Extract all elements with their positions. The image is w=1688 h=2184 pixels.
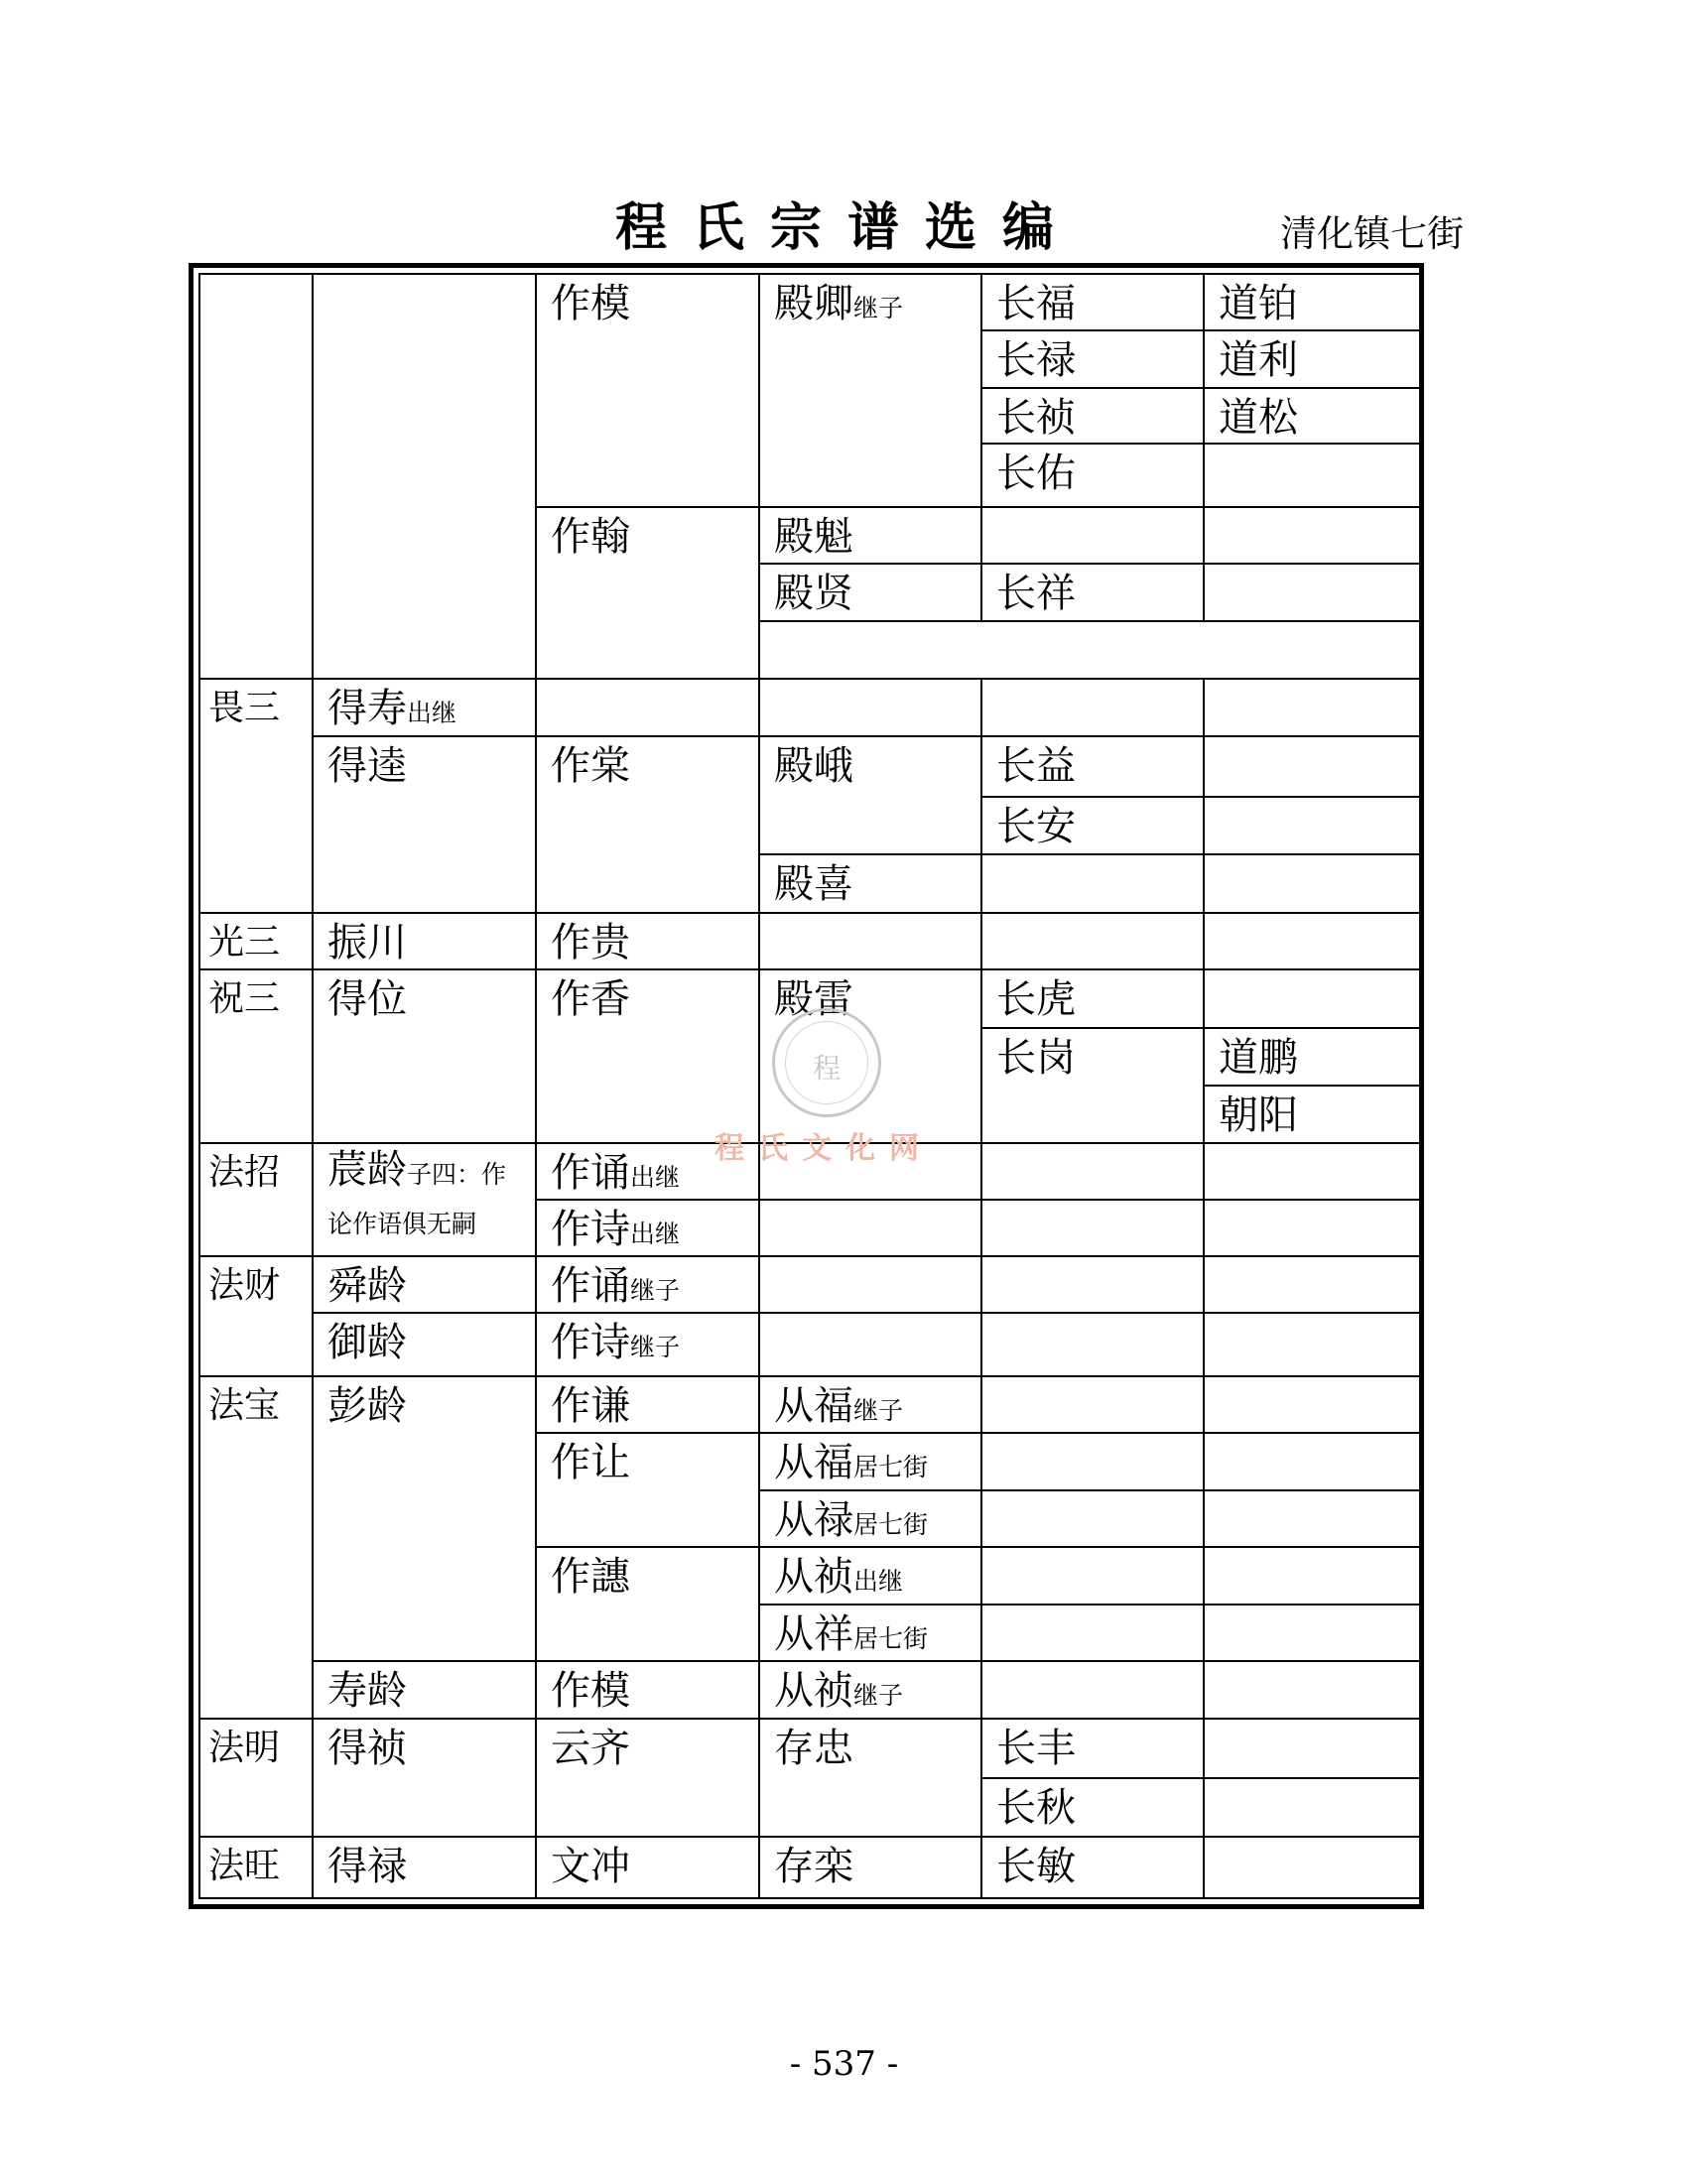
name-text: 作诵: [551, 1263, 630, 1309]
gen3-cell: [758, 1375, 982, 1434]
person-name: [327, 919, 407, 966]
person-name: [996, 1725, 1076, 1772]
gen3-cell: [758, 1604, 982, 1662]
gen5-cell: [1203, 912, 1421, 970]
gen5-cell: [1203, 387, 1421, 445]
gen1-cell: [312, 968, 537, 1144]
person-name: [996, 975, 1076, 1023]
name-text: 长虎: [996, 976, 1076, 1022]
gen4-cell: [980, 329, 1205, 389]
annotation-note: 继子: [853, 294, 904, 322]
name-text: 道利: [1219, 337, 1298, 383]
gen4-cell: [980, 796, 1205, 855]
name-text: 莀龄: [327, 1147, 407, 1193]
gen2-cell: [535, 506, 760, 680]
name-text: 得位: [327, 976, 407, 1022]
gen4-cell: [980, 1199, 1205, 1257]
gen3-cell: [758, 678, 982, 737]
name-text: 朝阳: [1219, 1092, 1298, 1138]
person-name: [996, 394, 1076, 442]
seal-glyph: 程: [812, 1052, 841, 1085]
gen3-cell: [758, 1432, 982, 1491]
name-text: 法宝: [208, 1385, 281, 1426]
name-text: 存忠: [774, 1726, 853, 1771]
person-name: [551, 1149, 680, 1201]
person-name: [551, 1843, 630, 1890]
name-text: 得逵: [327, 743, 407, 789]
gen5-cell: [1203, 1546, 1421, 1606]
gen5-cell: [1203, 1142, 1421, 1201]
location-label: 清化镇七街: [1280, 212, 1464, 255]
gen5-cell: [1203, 796, 1421, 855]
person-name: [774, 513, 853, 561]
gen4-cell: [980, 1489, 1205, 1548]
name-text: 长丰: [996, 1726, 1076, 1771]
gen2-cell: [535, 912, 760, 970]
name-text: 殿卿: [774, 281, 853, 326]
person-name: [327, 1319, 407, 1366]
person-name: [327, 742, 407, 790]
gen4-cell: [980, 968, 1205, 1029]
gen5-cell: [1203, 563, 1421, 622]
annotation-note: 出继: [630, 1163, 681, 1192]
lineage-cell: [198, 678, 314, 914]
annotation-note: 出继: [853, 1567, 904, 1596]
name-text: 法明: [208, 1728, 281, 1768]
gen3-cell: [758, 273, 982, 508]
annotation-note: 继子: [853, 1681, 904, 1710]
person-name: [996, 336, 1076, 384]
gen4-cell: [980, 1375, 1205, 1434]
annotation-note: 继子: [630, 1333, 681, 1361]
person-name: [774, 1667, 903, 1720]
gen4-cell: [980, 1255, 1205, 1314]
gen2-cell: [535, 1255, 760, 1314]
gen4-cell: [980, 387, 1205, 445]
gen1-cell: [312, 1255, 537, 1314]
gen1-cell: [312, 1312, 537, 1377]
person-name: [551, 1667, 630, 1715]
gen4-cell: [980, 1660, 1205, 1720]
gen1-cell: [312, 1375, 537, 1662]
person-name: [774, 1553, 903, 1606]
name-text: 殿贤: [774, 571, 853, 616]
gen5-cell: [1203, 273, 1421, 331]
gen1-cell: [312, 678, 537, 737]
person-name: [774, 1496, 928, 1548]
person-name: [551, 280, 630, 327]
gen1-cell: [312, 1836, 537, 1899]
page-title: 程氏宗谱选编: [615, 198, 1081, 258]
person-name: [327, 975, 407, 1023]
name-text: 作诵: [551, 1150, 630, 1196]
gen4-cell: [980, 912, 1205, 970]
gen5-cell: [1203, 678, 1421, 737]
person-name: [327, 1667, 407, 1715]
name-text: 作诗: [551, 1207, 630, 1252]
person-name: [208, 685, 280, 732]
annotation-note: 子四：作论作语俱无嗣: [327, 1160, 507, 1238]
gen2-cell: [535, 1432, 760, 1548]
gen5-cell: [1203, 443, 1421, 508]
annotation-note: 居七街: [853, 1624, 929, 1653]
gen4-cell: [980, 1312, 1205, 1377]
gen4-cell: [980, 735, 1205, 798]
name-text: 作翰: [551, 514, 630, 560]
person-name: [996, 803, 1076, 850]
person-name: [774, 280, 903, 332]
person-name: [551, 975, 630, 1023]
gen2-cell: [535, 1836, 760, 1899]
person-name: [208, 1843, 280, 1890]
name-text: 存栾: [774, 1844, 853, 1889]
name-text: 振川: [327, 920, 407, 965]
gen4-cell: [980, 853, 1205, 914]
name-text: 长秋: [996, 1785, 1076, 1831]
lineage-cell: [198, 1142, 314, 1257]
gen4-cell: [980, 1432, 1205, 1491]
name-text: 殿峨: [774, 743, 853, 789]
lineage-cell: [198, 912, 314, 970]
name-text: 御龄: [327, 1320, 407, 1365]
gen4-cell: [980, 1546, 1205, 1606]
name-text: 从福: [774, 1440, 853, 1485]
gen4-cell: [980, 563, 1205, 622]
gen5-cell: [1203, 853, 1421, 914]
name-text: 从祥: [774, 1611, 853, 1657]
gen4-cell: [980, 506, 1205, 565]
name-text: 作譓: [551, 1554, 630, 1600]
gen5-cell: [1203, 1718, 1421, 1779]
person-name: [774, 860, 853, 908]
name-text: 作诗: [551, 1320, 630, 1365]
gen5-cell: [1203, 1660, 1421, 1720]
page-number: - 537 -: [789, 2044, 899, 2084]
name-text: 长祥: [996, 571, 1076, 616]
gen2-cell: [535, 735, 760, 914]
gen5-cell: [1203, 1027, 1421, 1087]
gen5-cell: [1203, 1312, 1421, 1377]
lineage-cell: [198, 1375, 314, 1720]
lineage-cell: [198, 1255, 314, 1377]
gen1-cell: [312, 1660, 537, 1720]
person-name: [996, 570, 1076, 617]
person-name: [208, 1382, 280, 1430]
gen2-cell: [535, 273, 760, 508]
gen5-cell: [1203, 1375, 1421, 1434]
gen3-cell: [758, 1255, 982, 1314]
person-name: [774, 742, 853, 790]
person-name: [327, 1149, 526, 1248]
gen5-cell: [1203, 1085, 1421, 1144]
name-text: 道鹏: [1219, 1035, 1298, 1081]
gen1-cell: [312, 735, 537, 914]
lineage-cell: [198, 1718, 314, 1838]
person-name: [208, 1149, 280, 1197]
annotation-note: 继子: [630, 1276, 681, 1305]
name-text: 彭龄: [327, 1383, 407, 1429]
person-name: [1219, 1034, 1298, 1082]
gen1-cell: [312, 273, 537, 680]
person-name: [551, 1553, 630, 1601]
gen4-cell: [980, 1777, 1205, 1838]
person-name: [208, 975, 280, 1023]
gen3-cell: [758, 1546, 982, 1606]
gen3-cell: [758, 1489, 982, 1548]
annotation-note: 出继: [630, 1220, 681, 1248]
gen2-cell: [535, 1375, 760, 1434]
name-text: 从福: [774, 1383, 853, 1429]
person-name: [551, 1439, 630, 1486]
name-text: 得禄: [327, 1844, 407, 1889]
gen1-cell: [312, 912, 537, 970]
person-name: [551, 1382, 630, 1430]
name-text: 作模: [551, 1668, 630, 1714]
name-text: 舜龄: [327, 1263, 407, 1309]
name-text: 长敏: [996, 1844, 1076, 1889]
person-name: [774, 1382, 903, 1434]
name-text: 作香: [551, 976, 630, 1022]
person-name: [551, 1319, 680, 1371]
name-text: 作谦: [551, 1383, 630, 1429]
gen4-cell: [980, 678, 1205, 737]
lineage-cell: [198, 968, 314, 1144]
name-text: 道松: [1219, 395, 1298, 441]
name-text: 从禄: [774, 1497, 853, 1543]
gen5-cell: [1203, 1255, 1421, 1314]
name-text: 得寿: [327, 686, 407, 731]
person-name: [551, 919, 630, 966]
gen2-cell: [535, 1312, 760, 1377]
person-name: [327, 1725, 407, 1772]
gen4-cell: [980, 443, 1205, 508]
gen5-cell: [1203, 1836, 1421, 1899]
name-text: 畏三: [208, 688, 281, 728]
person-name: [774, 1610, 928, 1662]
name-text: 作棠: [551, 743, 630, 789]
person-name: [1219, 394, 1298, 442]
person-name: [208, 919, 280, 966]
gen3-cell: [758, 1199, 982, 1257]
gen5-cell: [1203, 1199, 1421, 1257]
watermark: 程氏文化网: [714, 1131, 933, 1166]
name-text: 作模: [551, 281, 630, 326]
name-text: 道铂: [1219, 281, 1298, 326]
name-text: 长岗: [996, 1035, 1076, 1081]
name-text: 作让: [551, 1440, 630, 1485]
person-name: [774, 570, 853, 617]
person-name: [327, 1382, 407, 1430]
person-name: [996, 450, 1076, 497]
gen4-cell: [980, 1604, 1205, 1662]
gen3-cell: [758, 563, 982, 622]
name-text: 云齐: [551, 1726, 630, 1771]
gen1-cell: [312, 1718, 537, 1838]
person-name: [1219, 280, 1298, 327]
gen3-cell: [758, 1660, 982, 1720]
name-text: 作贵: [551, 920, 630, 965]
gen5-cell: [1203, 329, 1421, 389]
name-text: 长佑: [996, 450, 1076, 496]
annotation-note: 居七街: [853, 1453, 929, 1481]
person-name: [551, 1262, 680, 1314]
gen3-cell: [758, 735, 982, 855]
person-name: [1219, 336, 1298, 384]
gen3-cell: [758, 853, 982, 914]
gen3-cell: [758, 506, 982, 565]
gen5-cell: [1203, 1489, 1421, 1548]
name-text: 殿魁: [774, 514, 853, 560]
person-name: [996, 1843, 1076, 1890]
person-name: [774, 1843, 853, 1890]
seal-stamp: [772, 1008, 881, 1117]
gen5-cell: [1203, 968, 1421, 1029]
person-name: [774, 1439, 928, 1491]
person-name: [774, 1725, 853, 1772]
person-name: [996, 280, 1076, 327]
name-text: 光三: [208, 922, 281, 963]
gen5-cell: [1203, 506, 1421, 565]
annotation-note: 继子: [853, 1396, 904, 1425]
name-text: 从祯: [774, 1554, 853, 1600]
gen3-cell: [758, 1836, 982, 1899]
person-name: [208, 1725, 280, 1772]
person-name: [327, 1262, 407, 1310]
lineage-cell: [198, 273, 314, 680]
name-text: 长禄: [996, 337, 1076, 383]
person-name: [1219, 1092, 1298, 1139]
gen4-cell: [980, 1142, 1205, 1201]
gen3-cell: [758, 1312, 982, 1377]
person-name: [551, 1206, 680, 1257]
person-name: [208, 1262, 280, 1310]
gen2-cell: [535, 1199, 760, 1257]
person-name: [996, 1034, 1076, 1082]
person-name: [996, 1784, 1076, 1832]
gen3-cell: [758, 912, 982, 970]
person-name: [327, 685, 456, 737]
name-text: 文冲: [551, 1844, 630, 1889]
name-text: 长安: [996, 804, 1076, 849]
gen1-cell: [312, 1142, 537, 1257]
gen2-cell: [535, 678, 760, 737]
gen2-cell: [535, 1660, 760, 1720]
name-text: 寿龄: [327, 1668, 407, 1714]
gen3-cell: [758, 1718, 982, 1838]
lineage-cell: [198, 1836, 314, 1899]
name-text: 法招: [208, 1152, 281, 1193]
person-name: [551, 1725, 630, 1772]
name-text: 长祯: [996, 395, 1076, 441]
name-text: 得祯: [327, 1726, 407, 1771]
gen4-cell: [980, 273, 1205, 331]
person-name: [327, 1843, 407, 1890]
gen5-cell: [1203, 735, 1421, 798]
name-text: 法财: [208, 1265, 281, 1306]
gen4-cell: [980, 1718, 1205, 1779]
name-text: 祝三: [208, 978, 281, 1019]
gen5-cell: [1203, 1432, 1421, 1491]
person-name: [551, 742, 630, 790]
gen4-cell: [980, 1836, 1205, 1899]
annotation-note: 出继: [407, 699, 457, 727]
gen4-cell: [980, 1027, 1205, 1144]
name-text: 殿雷: [774, 976, 853, 1022]
annotation-note: 居七街: [853, 1510, 929, 1539]
name-text: 殿喜: [774, 861, 853, 907]
gen5-cell: [1203, 1777, 1421, 1838]
person-name: [551, 513, 630, 561]
gen5-cell: [1203, 1604, 1421, 1662]
name-text: 长福: [996, 281, 1076, 326]
name-text: 从祯: [774, 1668, 853, 1714]
gen2-cell: [535, 968, 760, 1144]
name-text: 长益: [996, 743, 1076, 789]
name-text: 法旺: [208, 1846, 281, 1886]
gen2-cell: [535, 1718, 760, 1838]
gen2-cell: [535, 1546, 760, 1662]
person-name: [996, 742, 1076, 790]
